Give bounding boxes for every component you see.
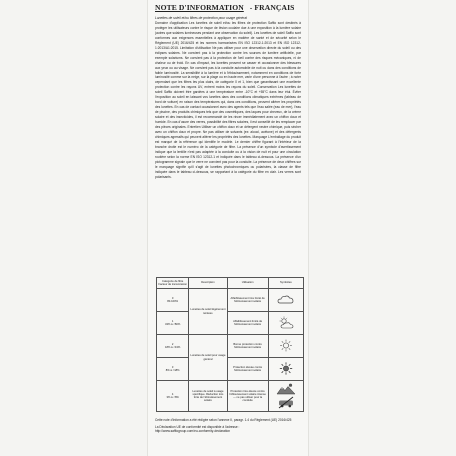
footer-regulation-note: Cette note d'information a été rédigée selon l'annexe II, paragr. 1.4 du Règlement (UE) 2016/425 [155,418,292,422]
declaration-url: http://www.saffiogroup.com/eu-conformity-declaration [155,429,231,434]
header-category: Catégorie de filtre Facteur de transmission [157,278,189,289]
footer-notes [155,418,301,436]
header-usage: Utilisation [227,278,268,289]
strong-sun-icon [276,362,296,375]
category-cell [157,289,189,312]
symbol-cell [268,358,303,381]
usage-cell: Affaiblissement très limité de l'éblouissement solaire [227,289,268,312]
table-row [157,289,304,312]
category-number: 4 [171,392,174,396]
information-leaflet [148,0,308,456]
no-driving-icon [276,396,296,409]
usage-cell: Protection élevée contre l'éblouissement solaire [227,358,268,381]
category-number: 2 [171,342,174,346]
table-row [157,381,304,412]
symbol-cell [268,335,303,358]
footer-declaration-note [155,425,301,434]
description-cell: Lunettes de soleil à usage spécifique. Réduction très forte de l'éblouissement solaire [189,381,227,412]
category-number: 0 [171,296,174,300]
title-main: NOTE D'INFORMATION [155,3,244,12]
category-range: 18% à <43% [165,346,181,349]
title-language: FRANÇAIS [254,3,295,12]
usage-cell: Protection très élevée contre l'éblouissement solaire intense — ne pas utiliser pour la conduite [227,381,268,412]
filter-category-table [156,277,304,412]
sun-icon [276,339,296,352]
declaration-text: La Déclaration UE de conformité est disponible à l'adresse : [155,424,240,429]
category-number: 3 [171,365,174,369]
category-range: 43% à <80% [165,323,181,326]
symbol-cell [268,289,303,312]
header-description: Description [189,278,227,289]
mountain-sun-icon [276,382,296,395]
body-text [155,21,301,274]
body-paragraph: Domaine d'application Les lunettes de soleil et/ou les filtres de protection Saffio sont destinés à protéger les utilisateurs contre le risque de lésion oculaire due à une exposition à la lumière solaire (autres que solaires lumineuses pendant une observation du soleil). Les lunettes de soleil Saffio sont conformes aux exigences essentielles à appliquer en matière de santé et de sécurité selon le Règlement (UE) 2016/425 et les normes harmonisées EN ISO 12312-1:2013 et EN ISO 12312-1:2013/A1:2015. Limitation d'utilisation Ne pas utiliser pour une observation directe du soleil ou des éclipses solaires. Ne convient pas à la protection contre les sources de lumière artificielle, par exemple solariums. Ne convient pas à la protection de l'œil contre des risques mécaniques, ni de chaleur ou de froid. En cas d'impact, les lunettes peuvent se casser et occasionner des blessures aux yeux ou au visage. Ne convient pas à la conduite automobile de nuit ou dans des conditions de faible luminosité. La sensibilité à la lumière et à l'éblouissement, notamment en conditions de forte luminosité comme sur la neige, sur la plage ou en haute mer, varie d'une personne à l'autre ; à noter cependant que les filtres les plus clairs, de catégorie 0 et 1, bien que garantissant une excellente protection contre les rayons UV, entrent moins les rayons du soleil. Conservation Les lunettes de soleil Saffio doivent être gardées à une température entre -10°C et +55°C dans leur étui. Éviter l'exposition au soleil en laissant vos lunettes dans des conditions climatiques extrêmes (tableau de bord de voiture) en raison des températures qui, dans ces conditions, peuvent altérer les propriétés des lunettes. En cas de contact occasionnel avec des agents tels que l'eau salée (eau de mer), l'eau de piscine, des produits chimiques tels que des cosmétiques, des laques pour cheveux, de la crème solaire et des insecticides, il est recommandé de les rincer immédiatement avec un chiffon doux et humide. En cas d'usure des verres, possibilité des filtres solaires, il est conseillé de les remplacer par des pièces originales. Entretien Utiliser un chiffon doux et un détergent neutre chimique, puis sécher avec un chiffon doux et propre. Ne pas utiliser de solvants (ex: alcool, acétone) et des détergents chimiques agressifs qui peuvent altérer les propriétés des lunettes. Marquage L'emballage du produit est marqué de la référence qui identifie le modèle. Le dernier chiffre figurant à l'intérieur de la branche droite est le numéro de la catégorie de filtre. La présence d'un symbole d'avertissement indique que la lentille n'est pas adaptée à la conduite ou à la vision de nuit et pour une circulation routière selon la norme EN ISO 12312-1 et indiquée dans le tableau ci-dessous. La présence d'un pictogramme signale que le verre ne convient pas pour la conduite. La présence de deux chiffres sur le marquage signifie qu'il s'agit de lunettes photochromiques ou polarisées, la classe de filtre indiquée dans le tableau ci-dessous, se rapportant à la catégorie du filtre en clair. Les verres sont polarisants. [155,21,301,179]
sun-cloud-icon [276,316,296,329]
category-cell [157,381,189,412]
category-number: 1 [171,319,174,323]
table-row [157,312,304,335]
symbol-cell [268,312,303,335]
symbol-cell [268,381,303,412]
background [0,0,148,456]
category-cell [157,358,189,381]
table-row [157,358,304,381]
category-range: 80-100% [167,300,179,303]
leaflet-title: NOTE D'INFORMATION - FRANÇAIS [155,3,295,12]
table-row [157,335,304,358]
category-cell [157,335,189,358]
usage-cell: Affaiblissement limité de l'éblouissement solaire [227,312,268,335]
category-cell [157,312,189,335]
usage-cell: Bonne protection contre l'éblouissement solaire [227,335,268,358]
description-cell: Lunettes de soleil légèrement teintées [189,289,227,335]
subtitle: Lunettes de soleil et/ou filtres de protection pour usage général [155,16,248,20]
description-cell: Lunettes de soleil pour usage général [189,335,227,381]
header-symbols: Symboles [268,278,303,289]
category-range: 3% à <8% [166,396,179,399]
cloud-icon [276,293,296,306]
category-range: 8% à <18% [165,369,180,372]
